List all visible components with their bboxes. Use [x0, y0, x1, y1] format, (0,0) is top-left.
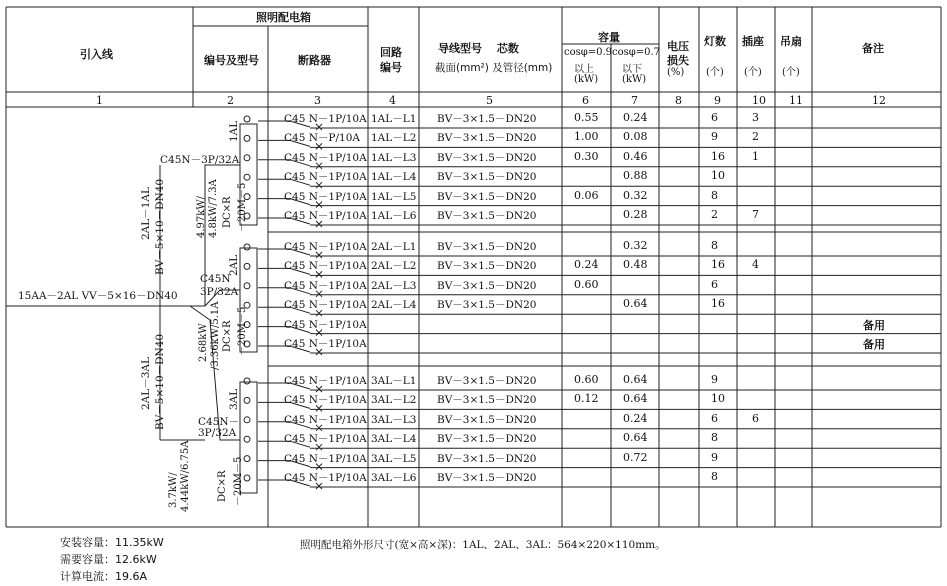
main-breaker-1al: C45N－3P/32A: [160, 154, 240, 166]
feed-1al-label-a: 2AL－1AL: [140, 187, 152, 240]
capacity-lo-cell: 0.46: [623, 149, 648, 163]
circuit-cell: 1AL－L3: [371, 151, 417, 164]
wire-cell: BV－3×1.5－DN20: [437, 151, 537, 164]
vdrop-header-b: 损失: [667, 54, 689, 67]
circuit-cell: 2AL－L3: [371, 279, 417, 292]
vdrop-header-c: (%): [667, 67, 685, 78]
capacity-lo-cell: 0.64: [623, 431, 648, 445]
feed-1al-label-b: BV－5×10－DN40: [154, 178, 166, 275]
remark-cell: 备用: [863, 318, 885, 332]
column-number: 6: [582, 94, 589, 107]
panel-3al-model-b: －20M－5: [233, 456, 244, 506]
wire-cell: BV－3×1.5－DN20: [437, 279, 537, 292]
column-number: 9: [714, 94, 721, 107]
capacity-hi-cell: 0.60: [574, 373, 599, 386]
panel-3al-load-b: 4.44kW/6.75A: [180, 440, 191, 512]
capacity-lo-cell: 0.64: [623, 392, 648, 406]
capacity-lo-cell: 0.48: [623, 258, 648, 272]
lamps-cell: 9: [711, 450, 718, 464]
footer-box-dimensions: 照明配电箱外形尺寸(宽×高×深)：1AL、2AL、3AL：564×220×110mm。: [300, 539, 666, 551]
capacity-hi-cell: 0.60: [574, 277, 599, 291]
capacity-lo-cell: 0.24: [623, 411, 648, 425]
capacity-hi-cell: 0.12: [574, 392, 599, 406]
sockets-cell: 2: [752, 130, 759, 144]
panel-2al-model-b: －20M－5: [237, 306, 248, 356]
breaker-cell: C45 N－1P/10A: [284, 171, 367, 184]
cap-lo-header-c: (kW): [622, 74, 647, 85]
capacity-lo-cell: 0.88: [623, 169, 648, 183]
fans-unit: (个): [782, 67, 800, 78]
column-number: 4: [389, 94, 396, 107]
breaker-cell: C45 N－1P/10A: [284, 113, 367, 125]
capacity-lo-cell: 0.64: [623, 297, 648, 311]
capacity-lo-cell: 0.64: [623, 373, 648, 386]
remarks-header: 备注: [862, 42, 884, 55]
column-number: 7: [631, 94, 638, 107]
wire-cell: BV－3×1.5－DN20: [437, 472, 537, 484]
panel-title: 照明配电箱: [256, 11, 311, 24]
column-number: 1: [96, 94, 103, 107]
breaker-cell: C45 N－1P/10A: [284, 375, 367, 387]
lamps-cell: 16: [711, 297, 725, 311]
circuit-cell: 3AL－L5: [371, 452, 417, 465]
circuit-cell: 3AL－L3: [371, 413, 417, 426]
wire-cell: BV－3×1.5－DN20: [437, 132, 537, 145]
lamps-header: 灯数: [704, 35, 726, 48]
col-capacity-header: 容量: [598, 31, 620, 44]
sockets-cell: 7: [752, 208, 759, 221]
wire-cell: BV－3×1.5－DN20: [437, 299, 537, 312]
panel-2al-model-a: DC×R: [222, 320, 233, 352]
circuit-cell: 1AL－L1: [371, 113, 417, 125]
footer-calculated-current: 计算电流：19.6A: [60, 570, 148, 583]
col-wire-header-a: 导线型号 芯数: [438, 42, 519, 55]
capacity-lo-cell: 0.24: [623, 111, 648, 124]
breaker-cell: C45 N－1P/10A: [284, 318, 367, 331]
lamps-cell: 8: [711, 188, 718, 202]
lamps-cell: 6: [711, 277, 718, 291]
lamps-cell: 10: [711, 169, 725, 183]
main-feed-label: 15AA－2AL VV－5×16－DN40: [18, 290, 178, 302]
lamps-cell: 2: [711, 208, 718, 221]
sockets-cell: 3: [752, 111, 759, 124]
lamps-cell: 6: [711, 111, 718, 124]
vdrop-header-a: 电压: [667, 40, 689, 53]
lamps-cell: 10: [711, 392, 725, 406]
cap-hi-header-a: cosφ=0.9: [564, 47, 613, 58]
lamps-cell: 8: [711, 470, 718, 483]
remark-cell: 备用: [863, 338, 885, 351]
panel-1al-load-a: 4.97kW/: [196, 196, 207, 238]
lamps-cell: 8: [711, 431, 718, 445]
col-wire-header-b: 截面(mm²) 及管径(mm): [435, 62, 553, 74]
panel-3al-model-a: DC×R: [217, 470, 228, 502]
circuit-cell: 1AL－L5: [371, 190, 417, 203]
breaker-cell: C45 N－1P/10A: [284, 413, 367, 426]
cap-lo-header-b: 以下: [622, 64, 642, 75]
breaker-cell: C45 N－1P/10A: [284, 190, 367, 203]
circuit-cell: 2AL－L2: [371, 260, 417, 273]
col-incoming-header: 引入线: [80, 48, 113, 61]
column-number: 11: [789, 94, 803, 107]
wire-cell: BV－3×1.5－DN20: [437, 113, 537, 125]
breaker-cell: C45 N－1P/10A: [284, 338, 367, 350]
col-circuit-header-a: 回路: [380, 46, 402, 59]
lamps-cell: 9: [711, 130, 718, 144]
wire-cell: BV－3×1.5－DN20: [437, 394, 537, 407]
wire-cell: BV－3×1.5－DN20: [437, 375, 537, 387]
capacity-lo-cell: 0.28: [623, 208, 648, 221]
panel-1al-id: 1AL: [228, 120, 240, 142]
column-number: 10: [752, 94, 766, 107]
footer-demand-capacity: 需要容量：12.6kW: [60, 553, 157, 566]
circuit-cell: 3AL－L2: [371, 394, 417, 407]
cap-lo-header-a: cosφ=0.7: [612, 47, 661, 58]
capacity-lo-cell: 0.08: [623, 130, 648, 144]
breaker-cell: C45 N－1P/10A: [284, 433, 367, 446]
wire-cell: BV－3×1.5－DN20: [437, 433, 537, 446]
main-breaker-3al-b: 3P/32A: [198, 427, 237, 439]
col-circuit-header-b: 编号: [380, 61, 402, 74]
panel-1al-model-b: －20M－5: [237, 182, 248, 232]
main-breaker-2al-b: 3P/32A: [200, 286, 239, 298]
wire-cell: BV－3×1.5－DN20: [437, 413, 537, 426]
breaker-cell: C45 N－1P/10A: [284, 260, 367, 273]
breaker-cell: C45 N－1P/10A: [284, 472, 367, 484]
circuit-cell: 2AL－L1: [371, 241, 417, 253]
breaker-cell: C45 N－1P/10A: [284, 279, 367, 292]
cap-hi-header-c: (kW): [574, 74, 599, 85]
panel-1al-model-a: DC×R: [222, 196, 233, 228]
circuit-cell: 3AL－L6: [371, 472, 417, 484]
col-number-model-header: 编号及型号: [204, 54, 259, 67]
capacity-hi-cell: 0.06: [574, 188, 599, 202]
lamps-cell: 9: [711, 373, 718, 386]
circuit-cell: 1AL－L6: [371, 210, 417, 222]
lamps-cell: 16: [711, 258, 725, 272]
capacity-lo-cell: 0.32: [623, 188, 648, 202]
wire-cell: BV－3×1.5－DN20: [437, 190, 537, 203]
capacity-lo-cell: 0.72: [623, 450, 648, 464]
capacity-lo-cell: 0.32: [623, 239, 648, 252]
wire-cell: BV－3×1.5－DN20: [437, 171, 537, 184]
wire-cell: BV－3×1.5－DN20: [437, 241, 537, 253]
breaker-cell: C45 N－1P/10A: [284, 452, 367, 465]
breaker-cell: C45 N－1P/10A: [284, 210, 367, 222]
panel-3al-id: 3AL: [228, 388, 240, 410]
circuit-cell: 2AL－L4: [371, 299, 417, 312]
column-number: 5: [486, 94, 493, 107]
panel-3al-load-a: 3.7kW/: [168, 472, 179, 508]
circuit-cell: 3AL－L4: [371, 433, 417, 446]
column-number: 3: [314, 94, 321, 107]
col-breaker-header: 断路器: [298, 54, 331, 67]
footer-installed-capacity: 安装容量：11.35kW: [60, 536, 164, 549]
panel-2al-id: 2AL: [228, 254, 240, 276]
feed-3al-label-a: 2AL－3AL: [140, 357, 152, 410]
lamps-cell: 16: [711, 149, 725, 163]
capacity-hi-cell: 0.55: [574, 111, 599, 124]
wire-cell: BV－3×1.5－DN20: [437, 452, 537, 465]
circuit-cell: 3AL－L1: [371, 375, 417, 387]
breaker-cell: C45 N－1P/10A: [284, 299, 367, 312]
breaker-cell: C45 N－P/10A: [284, 132, 360, 145]
capacity-hi-cell: 0.30: [574, 149, 599, 163]
breaker-cell: C45 N－1P/10A: [284, 241, 367, 253]
column-number: 2: [227, 94, 234, 107]
wire-cell: BV－3×1.5－DN20: [437, 210, 537, 222]
lamps-cell: 6: [711, 411, 718, 425]
lamps-cell: 8: [711, 239, 718, 252]
sockets-cell: 1: [752, 149, 759, 163]
main-breaker-2al-a: C45N: [200, 273, 231, 285]
fans-header: 吊扇: [780, 35, 802, 48]
panel-1al-load-b: 4.8kW/7.3A: [208, 179, 219, 238]
panel-2al-load-b: /3.36kW/5.1A: [210, 301, 221, 370]
breaker-cell: C45 N－1P/10A: [284, 151, 367, 164]
wire-cell: BV－3×1.5－DN20: [437, 260, 537, 273]
main-breaker-3al-a: C45N－: [198, 416, 240, 428]
capacity-hi-cell: 0.24: [574, 258, 599, 272]
circuit-cell: 1AL－L2: [371, 132, 417, 145]
column-number: 12: [872, 94, 886, 107]
panel-2al-load-a: 2.68kW: [198, 323, 209, 362]
circuit-cell: 1AL－L4: [371, 171, 417, 184]
sockets-cell: 4: [752, 258, 759, 272]
lamps-unit: (个): [706, 67, 724, 78]
cap-hi-header-b: 以上: [574, 64, 594, 75]
feed-3al-label-b: BV－5×10－DN40: [154, 333, 166, 430]
breaker-cell: C45 N－1P/10A: [284, 394, 367, 407]
column-number: 8: [675, 94, 682, 107]
sockets-cell: 6: [752, 411, 759, 425]
sockets-unit: (个): [744, 67, 762, 78]
capacity-hi-cell: 1.00: [574, 130, 599, 144]
sockets-header: 插座: [742, 35, 764, 48]
